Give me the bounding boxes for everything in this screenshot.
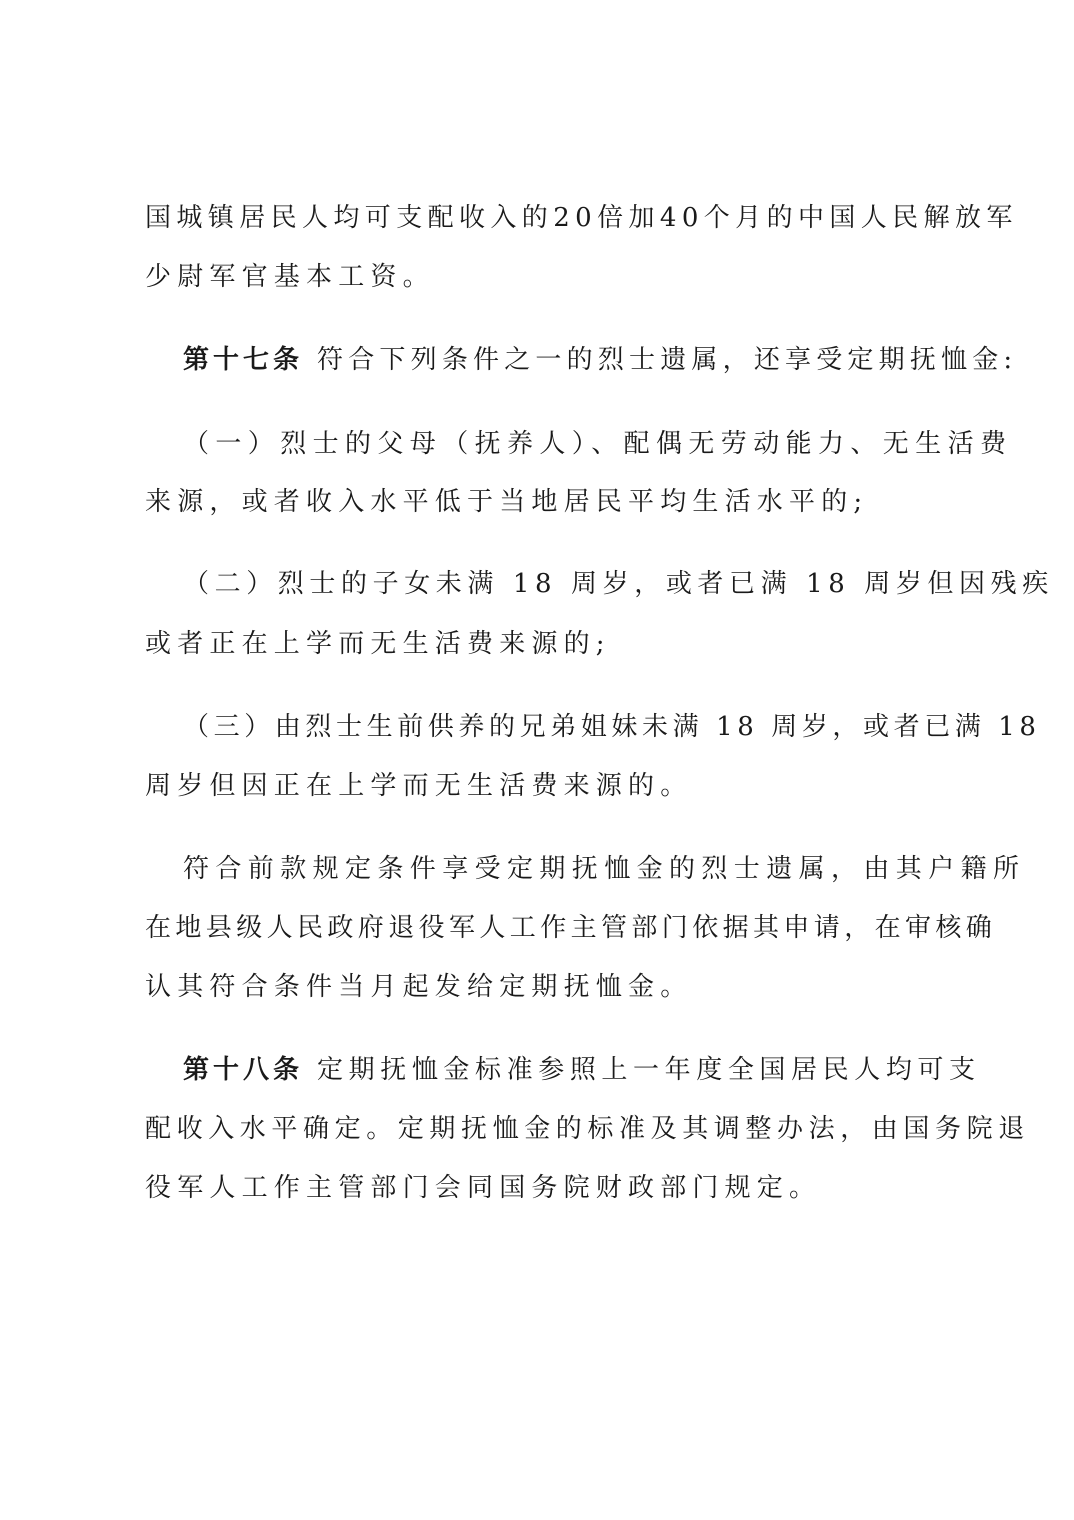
paragraph-line: 役军人工作主管部门会同国务院财政部门规定。 bbox=[145, 1173, 822, 1203]
paragraph-line: 来源，或者收入水平低于当地居民平均生活水平的; bbox=[145, 487, 869, 517]
paragraph-line: （二）烈士的子女未满 18 周岁，或者已满 18 周岁但因残疾 bbox=[183, 569, 1054, 599]
paragraph-line: 周岁但因正在上学而无生活费来源的。 bbox=[145, 771, 693, 801]
paragraph-line: 配收入水平确定。定期抚恤金的标准及其调整办法，由国务院退 bbox=[145, 1114, 1030, 1144]
paragraph-line: （三）由烈士生前供养的兄弟姐妹未满 18 周岁，或者已满 18 bbox=[183, 712, 1041, 742]
article-18-heading: 第十八条 bbox=[183, 1055, 304, 1085]
article-17-first-line bbox=[183, 342, 1018, 378]
article-18-first-line bbox=[183, 1052, 981, 1088]
article-17-text: 符合下列条件之一的烈士遗属，还享受定期抚恤金: bbox=[317, 345, 1018, 375]
paragraph-line: 国城镇居民人均可支配收入的20倍加40个月的中国人民解放军 bbox=[145, 203, 1018, 233]
paragraph-line: （一）烈士的父母（抚养人）、配偶无劳动能力、无生活费 bbox=[183, 429, 1013, 459]
paragraph-line: 少尉军官基本工资。 bbox=[145, 262, 435, 292]
paragraph-line: 认其符合条件当月起发给定期抚恤金。 bbox=[145, 972, 693, 1002]
article-17-heading: 第十七条 bbox=[183, 345, 304, 375]
article-18-text: 定期抚恤金标准参照上一年度全国居民人均可支 bbox=[317, 1055, 981, 1085]
paragraph-line: 或者正在上学而无生活费来源的; bbox=[145, 629, 611, 659]
paragraph-line: 在地县级人民政府退役军人工作主管部门依据其申请，在审核确 bbox=[145, 913, 997, 943]
paragraph-line: 符合前款规定条件享受定期抚恤金的烈士遗属，由其户籍所 bbox=[183, 854, 1026, 884]
